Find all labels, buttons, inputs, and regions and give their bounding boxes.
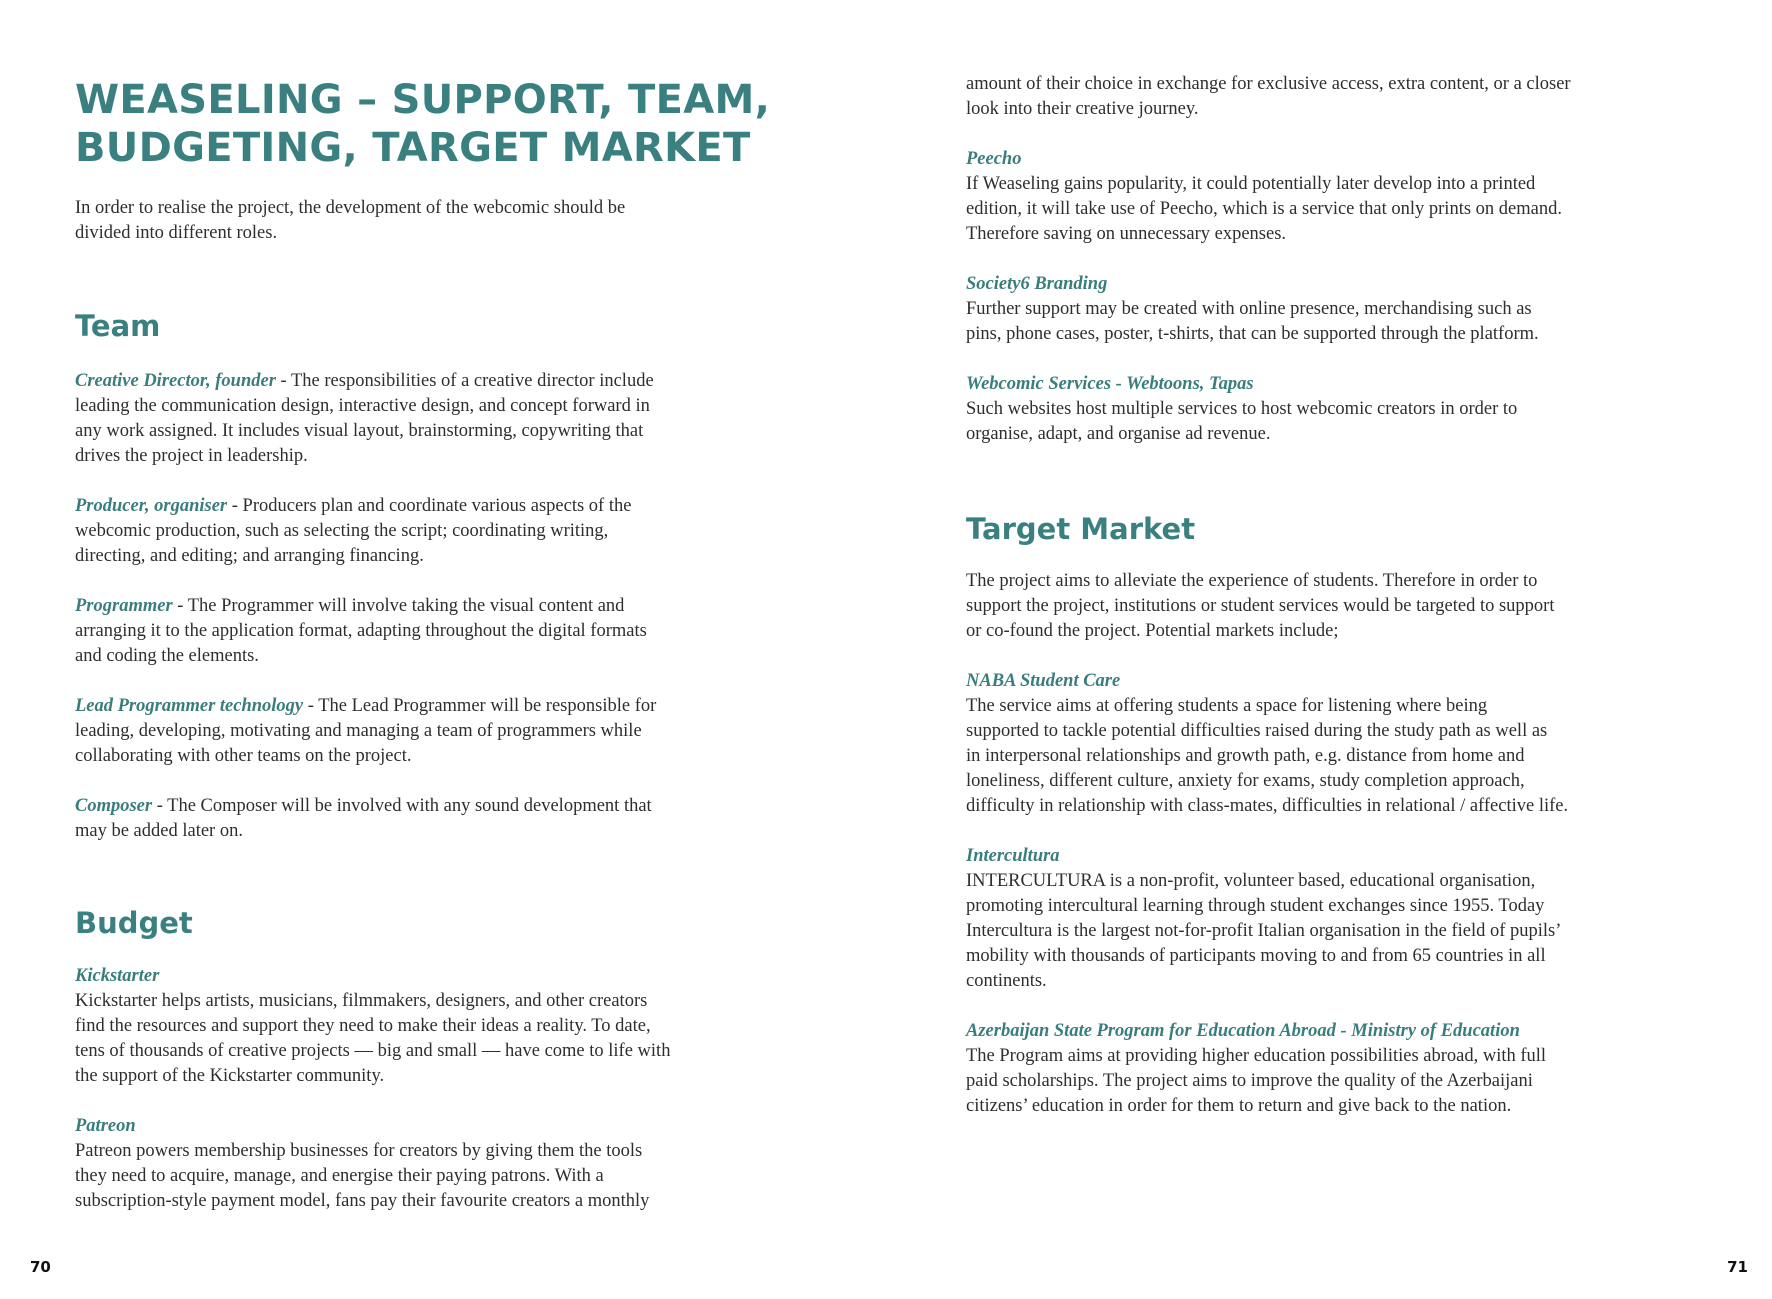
- peecho-paragraph: [966, 147, 1562, 247]
- text-line: and coding the elements.: [75, 646, 259, 666]
- text-line: paid scholarships. The project aims to improve the quality of the Azerbaijani: [966, 1071, 1533, 1091]
- composer-paragraph: [75, 794, 652, 844]
- text-line: webcomic production, such as selecting the script; coordinating writing,: [75, 521, 609, 541]
- text-line: leading, developing, motivating and managing a team of programmers while: [75, 721, 642, 741]
- text-line: collaborating with other teams on the project.: [75, 746, 412, 766]
- text-line: divided into different roles.: [75, 223, 278, 243]
- webcomic-services-paragraph: [966, 372, 1517, 447]
- creative-director-paragraph: [75, 369, 654, 469]
- text-line: [75, 369, 654, 394]
- society6-paragraph: [966, 272, 1539, 347]
- text-line: edition, it will take use of Peecho, which is a service that only prints on demand.: [966, 199, 1562, 219]
- text-line: [75, 794, 652, 819]
- budget-heading: Budget: [75, 906, 193, 940]
- text-line: Intercultura is the largest not-for-profit Italian organisation in the field of pupils’: [966, 921, 1562, 941]
- page-number: 70: [30, 1258, 51, 1276]
- patreon-label: Patreon: [75, 1116, 136, 1136]
- text-line: [75, 494, 631, 519]
- role-producer: Producer, organiser: [75, 496, 228, 516]
- naba-label: NABA Student Care: [966, 671, 1121, 691]
- text-line: or co-found the project. Potential markets include;: [966, 621, 1339, 641]
- text-line: support the project, institutions or student services would be targeted to support: [966, 596, 1555, 616]
- webcomic-services-label: Webcomic Services - Webtoons, Tapas: [966, 374, 1254, 394]
- text-line: continents.: [966, 971, 1047, 991]
- text-line: Such websites host multiple services to host webcomic creators in order to: [966, 399, 1518, 419]
- lead-programmer-paragraph: [75, 694, 656, 769]
- text-line: The service aims at offering students a space for listening where being: [966, 696, 1488, 716]
- text-line: the support of the Kickstarter community.: [75, 1066, 385, 1086]
- producer-paragraph: [75, 494, 631, 569]
- text-line: If Weaseling gains popularity, it could potentially later develop into a printed: [966, 174, 1536, 194]
- text-line: citizens’ education in order for them to return and give back to the nation.: [966, 1096, 1512, 1116]
- text-line: The Program aims at providing higher education possibilities abroad, with full: [966, 1046, 1547, 1066]
- text-line: drives the project in leadership.: [75, 446, 308, 466]
- text-line: subscription-style payment model, fans pay their favourite creators a monthly: [75, 1191, 650, 1211]
- text-line: they need to acquire, manage, and energise their paying patrons. With a: [75, 1166, 604, 1186]
- text-line: Kickstarter helps artists, musicians, filmmakers, designers, and other creators: [75, 991, 648, 1011]
- role-composer: Composer: [75, 796, 153, 816]
- role-description: - The Composer will be involved with any sound development that: [152, 796, 652, 816]
- text-line: supported to tackle potential difficulties raised during the study path as well as: [966, 721, 1548, 741]
- kickstarter-label: Kickstarter: [75, 966, 160, 986]
- text-line: [75, 594, 647, 619]
- role-description: - The responsibilities of a creative director include: [275, 371, 654, 391]
- peecho-label: Peecho: [966, 149, 1022, 169]
- right-page: [886, 0, 1772, 1299]
- text-line: difficulty in relationship with class-mates, difficulties in relational / affective life.: [966, 796, 1569, 816]
- page-title: [75, 76, 771, 172]
- target-market-intro: [966, 569, 1554, 644]
- title-line: BUDGETING, TARGET MARKET: [75, 125, 751, 171]
- text-line: Patreon powers membership businesses for creators by giving them the tools: [75, 1141, 643, 1161]
- title-line: WEASELING – SUPPORT, TEAM,: [75, 77, 771, 123]
- text-line: may be added later on.: [75, 821, 243, 841]
- text-line: directing, and editing; and arranging financing.: [75, 546, 424, 566]
- text-line: look into their creative journey.: [966, 99, 1199, 119]
- text-line: loneliness, different culture, anxiety for exams, study completion approach,: [966, 771, 1525, 791]
- programmer-paragraph: [75, 594, 647, 669]
- text-line: organise, adapt, and organise ad revenue.: [966, 424, 1271, 444]
- team-heading: Team: [75, 309, 161, 343]
- text-line: tens of thousands of creative projects — big and small — have come to life with: [75, 1041, 671, 1061]
- text-line: pins, phone cases, poster, t-shirts, that can be supported through the platform.: [966, 324, 1539, 344]
- naba-paragraph: [966, 669, 1568, 819]
- text-line: [75, 694, 656, 719]
- text-line: promoting intercultural learning through student exchanges since 1955. Today: [966, 896, 1545, 916]
- role-description: - Producers plan and coordinate various aspects of the: [227, 496, 632, 516]
- role-description: - The Programmer will involve taking the visual content and: [172, 596, 625, 616]
- text-line: In order to realise the project, the development of the webcomic should be: [75, 198, 626, 218]
- text-line: in interpersonal relationships and growth path, e.g. distance from home and: [966, 746, 1525, 766]
- intercultura-paragraph: [966, 844, 1561, 994]
- society6-label: Society6 Branding: [966, 274, 1108, 294]
- text-line: arranging it to the application format, adapting throughout the digital formats: [75, 621, 647, 641]
- azerbaijan-label: Azerbaijan State Program for Education Abroad - Ministry of Education: [966, 1021, 1520, 1041]
- patreon-paragraph: [75, 1114, 649, 1214]
- text-line: amount of their choice in exchange for exclusive access, extra content, or a closer: [966, 74, 1571, 94]
- text-line: any work assigned. It includes visual layout, brainstorming, copywriting that: [75, 421, 644, 441]
- text-line: INTERCULTURA is a non-profit, volunteer based, educational organisation,: [966, 871, 1536, 891]
- role-description: - The Lead Programmer will be responsible for: [303, 696, 657, 716]
- text-line: The project aims to alleviate the experience of students. Therefore in order to: [966, 571, 1538, 591]
- role-lead-programmer: Lead Programmer technology: [75, 696, 304, 716]
- azerbaijan-paragraph: [966, 1019, 1546, 1119]
- role-creative-director: Creative Director, founder: [75, 371, 276, 391]
- intercultura-label: Intercultura: [966, 846, 1060, 866]
- text-line: Further support may be created with online presence, merchandising such as: [966, 299, 1532, 319]
- target-market-heading: Target Market: [966, 512, 1196, 546]
- intro-paragraph: [75, 196, 625, 246]
- text-line: Therefore saving on unnecessary expenses.: [966, 224, 1287, 244]
- text-line: mobility with thousands of participants moving to and from 65 countries in all: [966, 946, 1546, 966]
- role-programmer: Programmer: [75, 596, 173, 616]
- kickstarter-paragraph: [75, 964, 670, 1089]
- text-line: find the resources and support they need to make their ideas a reality. To date,: [75, 1016, 651, 1036]
- patreon-continued-paragraph: [966, 72, 1571, 122]
- text-line: leading the communication design, interactive design, and concept forward in: [75, 396, 650, 416]
- page-number: 71: [1727, 1258, 1748, 1276]
